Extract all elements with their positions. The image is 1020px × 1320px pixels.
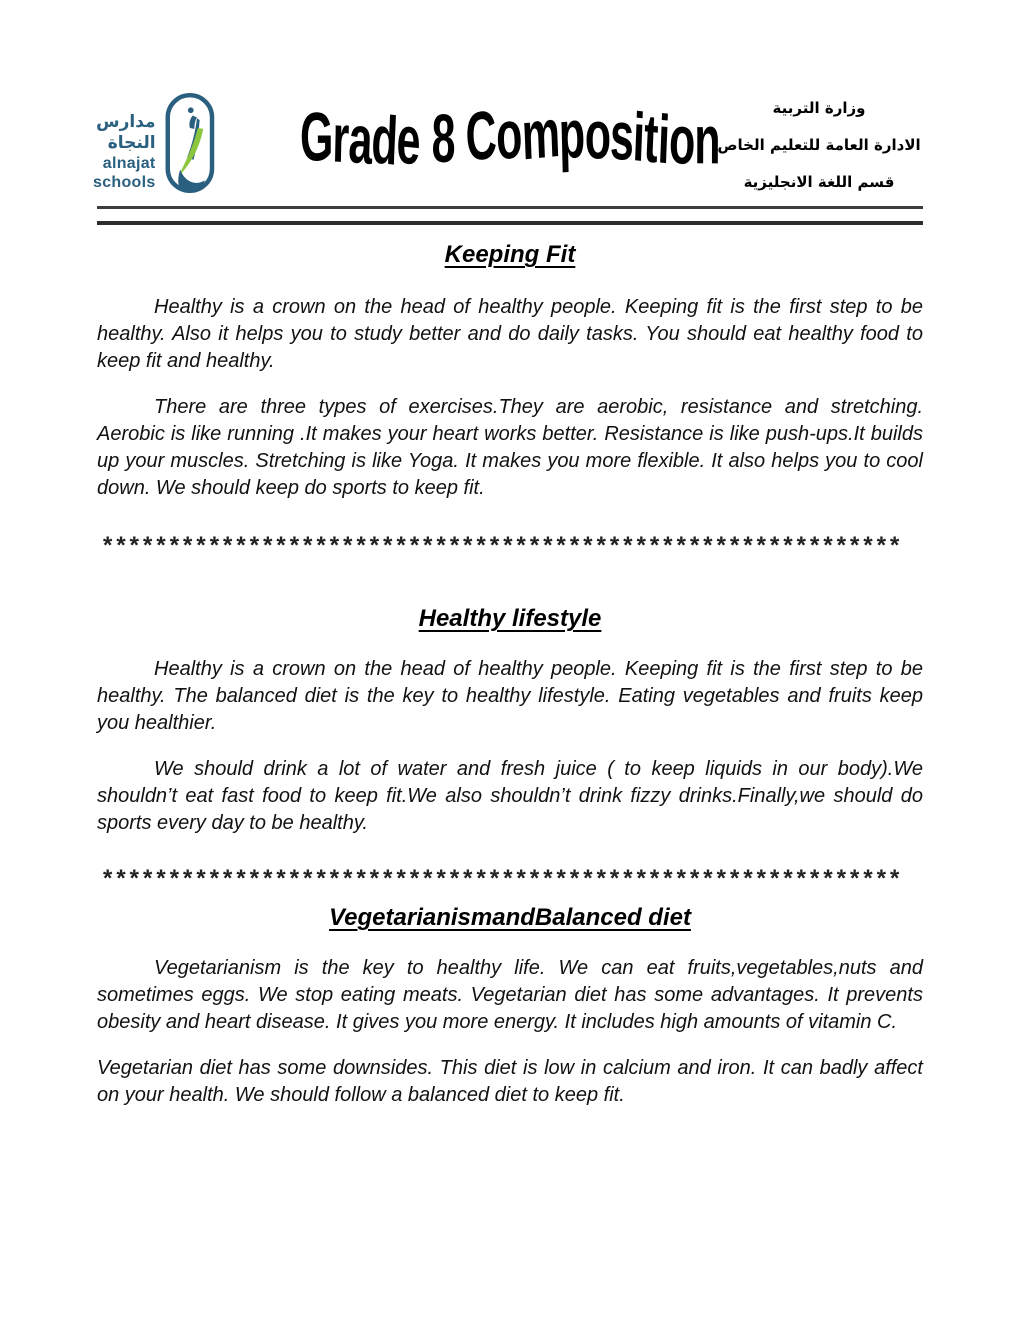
document-title: Grade 8 Composition — [299, 94, 721, 181]
logo-arabic-name-line1: مدارس — [96, 112, 156, 132]
ministry-line-2: الادارة العامة للتعليم الخاص — [717, 136, 921, 154]
school-emblem-icon — [158, 86, 220, 208]
section-heading-healthy-lifestyle: Healthy lifestyle — [418, 605, 602, 632]
document-body — [97, 241, 923, 1109]
school-logo — [93, 86, 220, 208]
logo-latin-name-line2: schools — [93, 174, 156, 191]
paragraph: Vegetarianism is the key to healthy life. We can eat fruits,vegetables,nuts and sometimes eggs. We stop eating meats. Vegetarian diet has some advantages. It prevents obesity and heart disease. It gives you more energy. It includes high amounts of vitamin C. — [97, 957, 923, 1033]
logo-arabic-name-line2: النجاة — [107, 133, 156, 153]
ministry-header — [704, 90, 934, 201]
paragraph: We should drink a lot of water and fresh juice ( to keep liquids in our body).We shouldn’t eat fast food to keep fit.We also shouldn’t drink fizzy drinks.Finally,we should do sports every day to be healthy. — [97, 758, 923, 834]
school-logo-text — [93, 112, 156, 192]
paragraph: Vegetarian diet has some downsides. This diet is low in calcium and iron. It can badly affect on your health. We should follow a balanced diet to keep fit. — [97, 1057, 923, 1106]
asterisk-divider: ************************************************************ — [102, 532, 903, 559]
asterisk-divider: ************************************************************ — [102, 865, 903, 892]
paragraph: Healthy is a crown on the head of healthy people. Keeping fit is the first step to be healthy. Also it helps you to study better and do daily tasks. You should eat healthy food to keep fit and healthy. — [97, 296, 923, 372]
paragraph: There are three types of exercises.They are aerobic, resistance and stretching. Aerobic is like running .It makes your heart works better. Resistance is like push-ups.It builds up your muscles. Stretching is like Yoga. It makes you more flexible. It also helps you to cool down. We should keep do sports to keep fit. — [97, 396, 923, 499]
section-heading-keeping-fit: Keeping Fit — [444, 241, 576, 268]
ministry-line-3: قسم اللغة الانجليزية — [743, 173, 895, 191]
logo-latin-name-line1: alnajat — [102, 155, 156, 172]
header-double-rule — [97, 206, 923, 225]
section-heading-vegetarianism: VegetarianismandBalanced diet — [329, 904, 691, 931]
page-header — [0, 0, 1020, 206]
ministry-line-1: وزارة التربية — [772, 99, 866, 117]
paragraph: Healthy is a crown on the head of healthy people. Keeping fit is the first step to be healthy. The balanced diet is the key to healthy lifestyle. Eating vegetables and fruits keep you healthier. — [97, 658, 923, 734]
